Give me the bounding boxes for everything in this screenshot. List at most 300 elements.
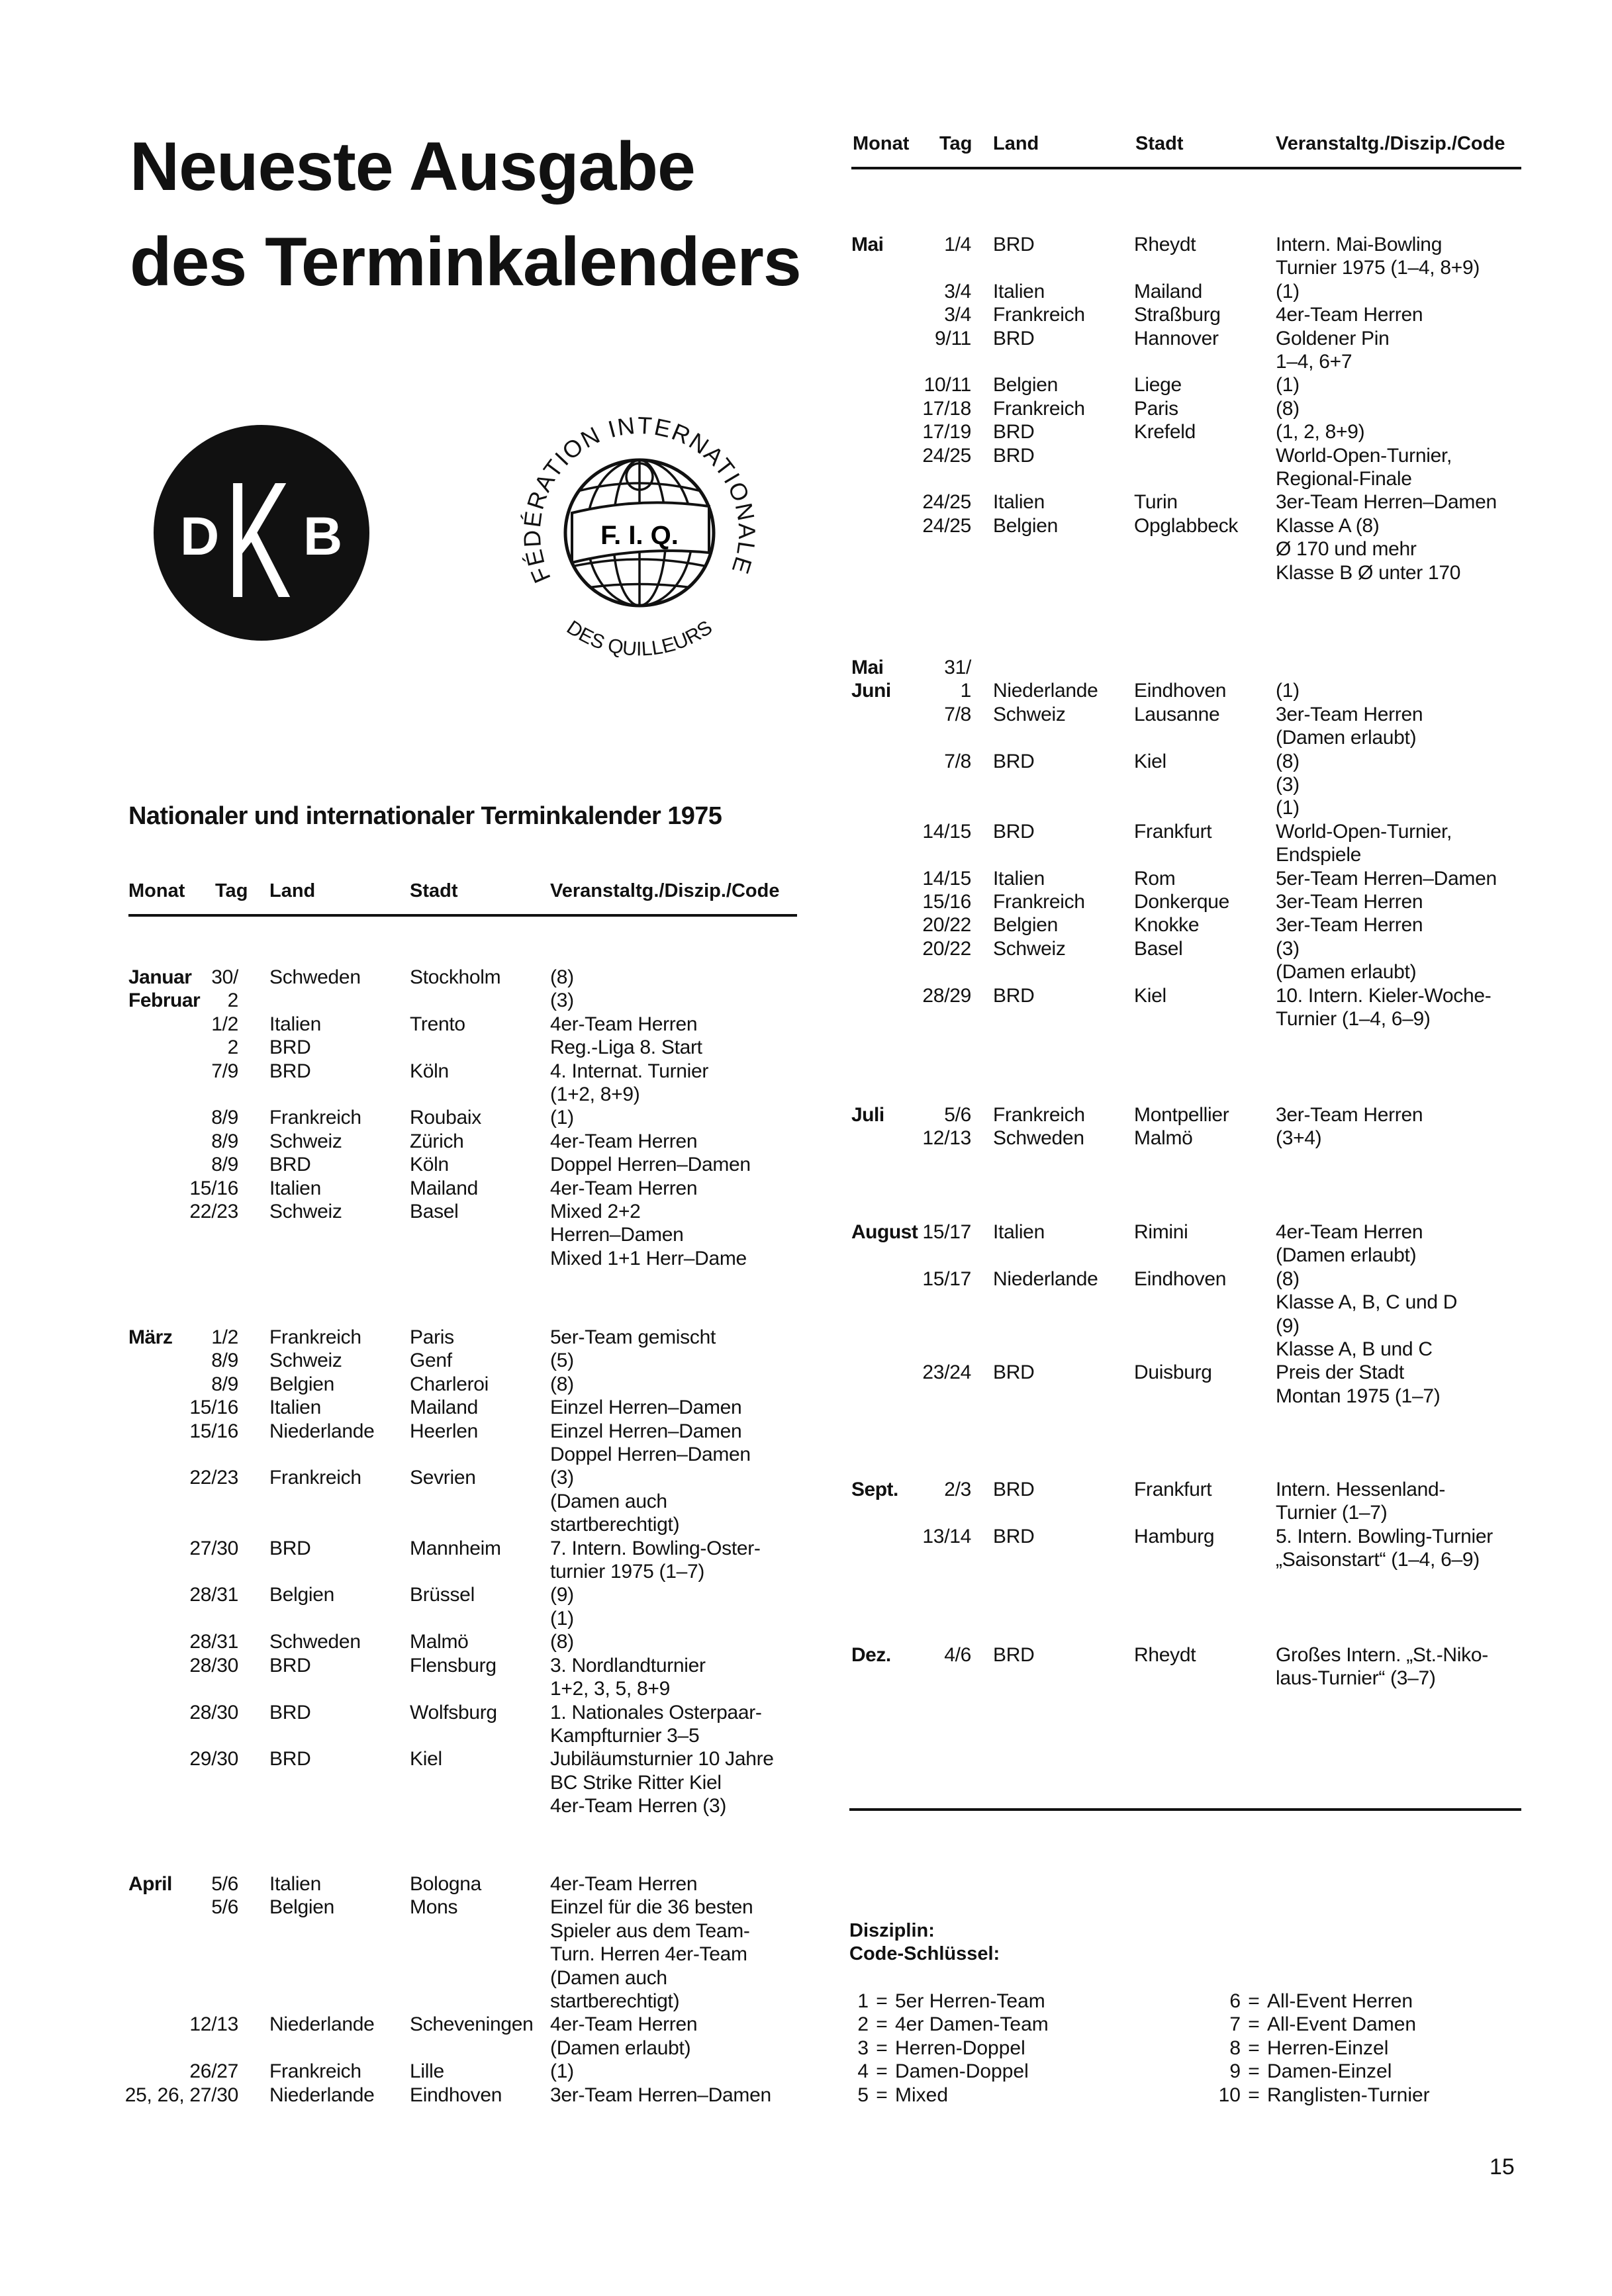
event-cell: (5)	[550, 1350, 574, 1372]
svg-text:DES QUILLEURS	[563, 616, 716, 660]
city-cell: Montpellier	[1134, 1104, 1229, 1126]
country-cell: BRD	[269, 1036, 311, 1059]
country-cell: BRD	[993, 1525, 1035, 1547]
city-cell: Mailand	[410, 1177, 478, 1199]
day-cell: 1/4	[944, 234, 971, 255]
event-cell: Intern. Hessenland- Turnier (1–7)	[1276, 1479, 1446, 1524]
month-label: Mai Juni	[851, 657, 891, 702]
day-cell: 1/2	[211, 1326, 238, 1348]
event-cell: (8) (3)	[550, 966, 574, 1012]
day-cell: 5/6	[944, 1104, 971, 1126]
col-monat: Monat	[128, 880, 185, 901]
calendar-row	[914, 1643, 1554, 1690]
section-rows	[914, 1103, 1554, 1150]
country-cell: Schweiz	[993, 703, 1066, 725]
calendar-row	[113, 1466, 815, 1536]
code-label: Damen-Doppel	[895, 2060, 1029, 2083]
country-cell: Frankreich	[993, 304, 1085, 326]
calendar-row	[113, 1630, 815, 1653]
calendar-row	[113, 1106, 815, 1129]
city-cell: Krefeld	[1134, 421, 1196, 443]
legend-codes-left	[841, 1990, 1049, 2107]
code-label: All-Event Herren	[1267, 1990, 1413, 2012]
city-cell: Malmö	[410, 1631, 469, 1653]
country-cell: Niederlande	[269, 2013, 375, 2036]
day-cell: 24/25	[922, 491, 971, 514]
calendar-row	[113, 1396, 815, 1419]
country-cell: Italien	[269, 1397, 321, 1419]
country-cell: Italien	[269, 1013, 321, 1035]
event-cell: Goldener Pin 1–4, 6+7	[1276, 327, 1390, 373]
calendar-row	[113, 1130, 815, 1153]
col-veranstaltung: Veranstaltg./Diszip./Code	[1276, 133, 1505, 154]
country-cell: Schweiz	[269, 1201, 342, 1223]
city-cell: Eindhoven	[1134, 680, 1227, 702]
city-cell: Rimini	[1134, 1221, 1188, 1243]
event-cell: (8)	[1276, 397, 1300, 420]
calendar-row	[914, 820, 1554, 867]
city-cell: Köln	[410, 1060, 449, 1082]
section-rows	[914, 1643, 1554, 1690]
month-label: Sept.	[851, 1479, 898, 1500]
calendar-subtitle: Nationaler und internationaler Terminkalender 1975	[128, 802, 722, 830]
country-cell: Belgien	[993, 514, 1058, 537]
day-cell: 15/16	[189, 1397, 238, 1419]
country-cell: Italien	[993, 867, 1045, 890]
month-label: August	[851, 1221, 918, 1243]
event-cell: 3er-Team Herren–Damen	[550, 2084, 771, 2106]
code-equals: =	[1248, 2013, 1260, 2036]
calendar-row	[113, 966, 815, 1013]
calendar-row	[113, 2013, 815, 2060]
city-cell: Kiel	[410, 1748, 442, 1770]
fiq-logo	[507, 394, 772, 672]
section-rows	[113, 966, 815, 1270]
event-cell: 4er-Team Herren (Damen erlaubt)	[550, 2013, 698, 2059]
event-cell: 4er-Team Herren	[550, 1177, 698, 1199]
dkb-logo	[152, 424, 371, 642]
col-land: Land	[993, 133, 1039, 154]
header-rule	[128, 914, 797, 917]
event-cell: (1)	[550, 1107, 574, 1129]
city-cell: Hannover	[1134, 327, 1219, 349]
code-equals: =	[1248, 2084, 1260, 2106]
day-cell: 8/9	[211, 1130, 238, 1152]
country-cell: BRD	[993, 421, 1035, 443]
country-cell: BRD	[269, 1154, 311, 1176]
country-cell: BRD	[993, 984, 1035, 1007]
calendar-row	[914, 1126, 1554, 1150]
calendar-row	[113, 1060, 815, 1107]
day-cell: 17/18	[922, 397, 971, 420]
code-number: 1	[857, 1990, 869, 2012]
calendar-row	[914, 280, 1554, 303]
city-cell: Donkerque	[1134, 891, 1230, 913]
event-cell: (1, 2, 8+9)	[1276, 421, 1365, 443]
event-cell: 4er-Team Herren	[550, 1873, 698, 1895]
day-cell: 2	[227, 1036, 238, 1059]
city-cell	[1134, 444, 1276, 491]
day-cell: 28/29	[922, 984, 971, 1007]
country-cell: Frankreich	[269, 1107, 361, 1129]
city-cell: Opglabbeck	[1134, 514, 1239, 537]
day-cell: 30/ 2	[211, 966, 238, 1012]
city-cell: Mailand	[1134, 280, 1202, 302]
code-equals: =	[1248, 1990, 1260, 2012]
day-cell: 8/9	[211, 1350, 238, 1372]
event-cell: Intern. Mai-Bowling Turnier 1975 (1–4, 8+9)	[1276, 234, 1480, 279]
event-cell: 4er-Team Herren (Damen erlaubt)	[1276, 1221, 1423, 1267]
day-cell: 4/6	[944, 1644, 971, 1666]
country-cell: Schweiz	[269, 1350, 342, 1372]
fiq-logo-center: F. I. Q.	[600, 521, 679, 550]
day-cell: 14/15	[922, 867, 971, 890]
country-cell: Frankreich	[269, 1467, 361, 1489]
page-number: 15	[1490, 2154, 1515, 2180]
city-cell: Eindhoven	[1134, 1267, 1227, 1290]
code-equals: =	[876, 2037, 888, 2059]
day-cell: 9/11	[935, 327, 971, 349]
event-cell: Einzel Herren–Damen Doppel Herren–Damen	[550, 1420, 751, 1466]
country-cell: Frankreich	[269, 2060, 361, 2083]
code-label: All-Event Damen	[1267, 2013, 1417, 2036]
col-tag: Tag	[939, 133, 972, 154]
calendar-row	[914, 867, 1554, 890]
country-cell: BRD	[269, 1060, 311, 1082]
calendar-row	[113, 1036, 815, 1059]
city-cell: Kiel	[1134, 750, 1166, 772]
event-cell: 5er-Team gemischt	[550, 1326, 716, 1348]
code-label: Herren-Einzel	[1267, 2037, 1389, 2059]
calendar-row	[113, 1872, 815, 1896]
country-cell: Schweden	[269, 1631, 361, 1653]
calendar-row	[914, 750, 1554, 820]
country-cell: BRD	[269, 1748, 311, 1770]
event-cell: (3+4)	[1276, 1127, 1322, 1150]
calendar-row	[914, 656, 1554, 703]
day-cell: 2/3	[944, 1479, 971, 1500]
event-cell: (3) (Damen auch startberechtigt)	[550, 1467, 680, 1536]
day-cell: 20/22	[922, 937, 971, 960]
code-number: 6	[1229, 1990, 1241, 2012]
event-cell: 4er-Team Herren	[1276, 304, 1423, 326]
code-number: 3	[857, 2037, 869, 2059]
legend-title: Disziplin: Code-Schlüssel:	[849, 1920, 1000, 1965]
day-cell: 28/31	[189, 1584, 238, 1606]
city-cell: Duisburg	[1134, 1361, 1212, 1384]
day-cell: 31/ 1	[944, 657, 971, 702]
city-cell: Köln	[410, 1154, 449, 1176]
event-cell: (9) (1)	[550, 1584, 574, 1630]
country-cell: BRD	[993, 1479, 1035, 1500]
city-cell: Rheydt	[1134, 1644, 1196, 1666]
legend-code	[1213, 1990, 1430, 2013]
city-cell: Charleroi	[410, 1373, 489, 1395]
day-cell: 15/17	[922, 1221, 971, 1243]
calendar-row	[113, 1349, 815, 1372]
country-cell: Italien	[993, 491, 1045, 514]
day-cell: 12/13	[189, 2013, 238, 2036]
city-cell: Roubaix	[410, 1107, 481, 1129]
code-equals: =	[1248, 2037, 1260, 2059]
city-cell: Scheveningen	[410, 2013, 534, 2036]
calendar-row	[113, 1177, 815, 1200]
country-cell: Frankreich	[269, 1326, 361, 1348]
calendar-row	[113, 2084, 815, 2107]
day-cell: 8/9	[211, 1107, 238, 1129]
country-cell: BRD	[993, 1644, 1035, 1666]
country-cell: Frankreich	[993, 1104, 1085, 1126]
event-cell: 1. Nationales Osterpaar- Kampfturnier 3–5	[550, 1701, 762, 1747]
code-equals: =	[876, 2060, 888, 2083]
country-cell: Niederlande	[269, 2084, 375, 2106]
section-rows	[914, 1478, 1554, 1572]
calendar-row	[113, 2060, 815, 2083]
calendar-row	[914, 1361, 1554, 1408]
country-cell: BRD	[269, 1654, 311, 1676]
country-cell: Belgien	[993, 374, 1058, 396]
event-cell: Einzel Herren–Damen	[550, 1397, 742, 1419]
city-cell: Lille	[410, 2060, 444, 2083]
event-cell: 5er-Team Herren–Damen	[1276, 867, 1497, 890]
event-cell: 4er-Team Herren	[550, 1130, 698, 1152]
fiq-ring-bottom: DES QUILLEURS	[563, 616, 716, 661]
day-cell: 28/31	[189, 1631, 238, 1653]
event-cell: (1)	[1276, 374, 1300, 396]
day-cell: 7/8	[944, 703, 971, 725]
calendar-row	[914, 1267, 1554, 1361]
event-cell: (8)	[550, 1631, 574, 1653]
event-cell: Doppel Herren–Damen	[550, 1154, 751, 1176]
city-cell: Malmö	[1134, 1127, 1193, 1150]
legend-code	[841, 2037, 1049, 2060]
legend-code	[841, 2084, 1049, 2107]
col-monat: Monat	[853, 133, 910, 154]
event-cell: (1)	[1276, 280, 1300, 302]
month-label: Dez.	[851, 1644, 891, 1666]
day-cell: 28/30	[189, 1701, 238, 1723]
day-cell: 27/30	[189, 1537, 238, 1559]
city-cell: Frankfurt	[1134, 1479, 1212, 1500]
event-cell: 3. Nordlandturnier 1+2, 3, 5, 8+9	[550, 1654, 706, 1700]
calendar-row	[914, 937, 1554, 984]
city-cell: Bologna	[410, 1873, 481, 1895]
code-label: Mixed	[895, 2084, 949, 2106]
city-cell: Mons	[410, 1896, 458, 1919]
code-label: Ranglisten-Turnier	[1267, 2084, 1430, 2106]
fiq-ring-top: FÉDÉRATION INTERNATIONALE	[518, 411, 761, 587]
event-cell: Klasse A (8) Ø 170 und mehr Klasse B Ø unter 170	[1276, 514, 1461, 584]
calendar-row	[914, 1220, 1554, 1267]
country-cell: Frankreich	[993, 891, 1085, 913]
event-cell: (8) Klasse A, B, C und D (9) Klasse A, B und C	[1276, 1267, 1458, 1361]
city-cell: Zürich	[410, 1130, 464, 1152]
city-cell: Heerlen	[410, 1420, 478, 1442]
event-cell: 3er-Team Herren	[1276, 914, 1423, 937]
day-cell: 10/11	[924, 374, 971, 396]
event-cell: (1)	[550, 2060, 574, 2083]
month-label: Juli	[851, 1104, 884, 1126]
calendar-row	[914, 984, 1554, 1031]
event-cell: (3) (Damen erlaubt)	[1276, 937, 1417, 984]
city-cell: Stockholm	[410, 966, 501, 988]
code-equals: =	[876, 1990, 888, 2012]
code-label: Damen-Einzel	[1267, 2060, 1392, 2083]
event-cell: 10. Intern. Kieler-Woche- Turnier (1–4, 6–9)	[1276, 984, 1492, 1031]
country-cell: Schweiz	[993, 937, 1066, 960]
city-cell: Frankfurt	[1134, 820, 1212, 843]
city-cell: Knokke	[1134, 914, 1200, 937]
calendar-row	[914, 303, 1554, 326]
day-cell: 29/30	[189, 1748, 238, 1770]
day-cell: 22/23	[189, 1467, 238, 1489]
code-number: 9	[1229, 2060, 1241, 2083]
calendar-row	[914, 233, 1554, 280]
day-cell: 22/23	[189, 1201, 238, 1223]
country-cell: Belgien	[269, 1584, 334, 1606]
col-stadt: Stadt	[410, 880, 458, 901]
event-cell: 3er-Team Herren (Damen erlaubt)	[1276, 703, 1423, 749]
day-cell: 7/9	[211, 1060, 238, 1082]
city-cell: Hamburg	[1134, 1525, 1215, 1547]
calendar-row	[914, 420, 1554, 443]
calendar-row	[914, 397, 1554, 420]
city-cell: Straßburg	[1134, 304, 1221, 326]
city-cell: Eindhoven	[410, 2084, 502, 2106]
code-number: 7	[1229, 2013, 1241, 2036]
event-cell: Reg.-Liga 8. Start	[550, 1036, 702, 1059]
month-label: März	[128, 1326, 173, 1348]
event-cell: (1)	[1276, 680, 1300, 702]
legend-code	[841, 2060, 1049, 2083]
country-cell: Niederlande	[993, 680, 1098, 702]
calendar-row	[914, 1525, 1554, 1572]
city-cell: Mailand	[410, 1397, 478, 1419]
day-cell: 14/15	[922, 820, 971, 843]
legend-code	[841, 2013, 1049, 2036]
section-rows	[113, 1872, 815, 2107]
code-label: 5er Herren-Team	[895, 1990, 1045, 2012]
country-cell: BRD	[993, 1361, 1035, 1384]
country-cell: Schweden	[993, 1127, 1084, 1150]
calendar-row	[914, 703, 1554, 750]
code-equals: =	[876, 2013, 888, 2036]
legend-code	[1213, 2060, 1430, 2083]
code-label: 4er Damen-Team	[895, 2013, 1049, 2036]
country-cell: BRD	[993, 327, 1035, 349]
event-cell: Einzel für die 36 besten Spieler aus dem Team- Turn. Herren 4er-Team (Damen auch startberechtigt)	[550, 1896, 753, 2013]
country-cell: BRD	[269, 1701, 311, 1723]
city-cell: Paris	[1134, 397, 1178, 420]
country-cell: BRD	[993, 820, 1035, 843]
country-cell: BRD	[993, 234, 1035, 255]
col-veranstaltung: Veranstaltg./Diszip./Code	[550, 880, 780, 901]
legend-code	[1213, 2013, 1430, 2036]
day-cell: 13/14	[922, 1525, 971, 1547]
col-stadt: Stadt	[1135, 133, 1184, 154]
city-cell: Paris	[410, 1326, 454, 1348]
city-cell	[410, 1036, 550, 1059]
calendar-row	[113, 1583, 815, 1630]
day-cell: 8/9	[211, 1154, 238, 1176]
country-cell: Italien	[269, 1177, 321, 1199]
legend-codes-right	[1213, 1990, 1430, 2107]
dkb-logo-d: D	[180, 506, 220, 567]
country-cell: Schweiz	[269, 1130, 342, 1152]
day-cell: 25, 26, 27/30	[124, 2084, 238, 2106]
city-cell: Turin	[1134, 491, 1178, 514]
day-cell: 5/6	[211, 1873, 238, 1895]
calendar-row	[914, 1478, 1554, 1525]
calendar-row	[113, 1896, 815, 2013]
section-rows	[914, 233, 1554, 584]
month-label: April	[128, 1873, 172, 1895]
city-cell: Liege	[1134, 374, 1182, 396]
code-equals: =	[876, 2084, 888, 2106]
calendar-row	[113, 1701, 815, 1748]
country-cell: Italien	[269, 1873, 321, 1895]
city-cell: Basel	[410, 1201, 459, 1223]
city-cell: Mannheim	[410, 1537, 501, 1559]
day-cell: 5/6	[211, 1896, 238, 1919]
calendar-row	[113, 1373, 815, 1396]
calendar-row	[113, 1153, 815, 1176]
day-cell: 15/16	[189, 1420, 238, 1442]
day-cell: 24/25	[922, 514, 971, 537]
calendar-row	[914, 913, 1554, 937]
event-cell: Preis der Stadt Montan 1975 (1–7)	[1276, 1361, 1441, 1407]
day-cell: 1/2	[211, 1013, 238, 1035]
day-cell: 3/4	[944, 280, 971, 302]
code-number: 8	[1229, 2037, 1241, 2059]
calendar-row	[914, 373, 1554, 396]
event-cell: 4er-Team Herren	[550, 1013, 698, 1035]
code-equals: =	[1248, 2060, 1260, 2083]
legend-code	[1213, 2084, 1430, 2107]
country-cell: Niederlande	[993, 1267, 1098, 1290]
event-cell: Jubiläumsturnier 10 Jahre BC Strike Ritter Kiel 4er-Team Herren (3)	[550, 1748, 774, 1817]
col-tag: Tag	[215, 880, 248, 901]
city-cell: Genf	[410, 1350, 452, 1372]
day-cell: 12/13	[922, 1127, 971, 1150]
calendar-row	[914, 444, 1554, 491]
country-cell: BRD	[269, 1537, 311, 1559]
event-cell: World-Open-Turnier, Endspiele	[1276, 820, 1452, 866]
calendar-row	[914, 1103, 1554, 1126]
country-cell: BRD	[993, 750, 1035, 772]
calendar-row	[113, 1537, 815, 1584]
page-title: Neueste Ausgabe des Terminkalenders	[130, 128, 801, 300]
city-cell: Lausanne	[1134, 703, 1220, 725]
calendar-row	[113, 1326, 815, 1349]
code-number: 2	[857, 2013, 869, 2036]
city-cell: Rheydt	[1134, 234, 1196, 255]
city-cell: Kiel	[1134, 984, 1166, 1007]
day-cell: 15/16	[922, 891, 971, 913]
event-cell: 3er-Team Herren–Damen	[1276, 491, 1497, 514]
calendar-row	[914, 327, 1554, 374]
code-number: 4	[857, 2060, 869, 2083]
day-cell: 15/16	[189, 1177, 238, 1199]
city-cell: Brüssel	[410, 1584, 475, 1606]
section-rows	[113, 1326, 815, 1818]
city-cell: Rom	[1134, 867, 1176, 890]
legend-code	[841, 1990, 1049, 2013]
header-rule	[851, 167, 1521, 169]
calendar-row	[914, 890, 1554, 913]
day-cell: 7/8	[944, 750, 971, 772]
event-cell: (8) (3) (1)	[1276, 750, 1300, 819]
